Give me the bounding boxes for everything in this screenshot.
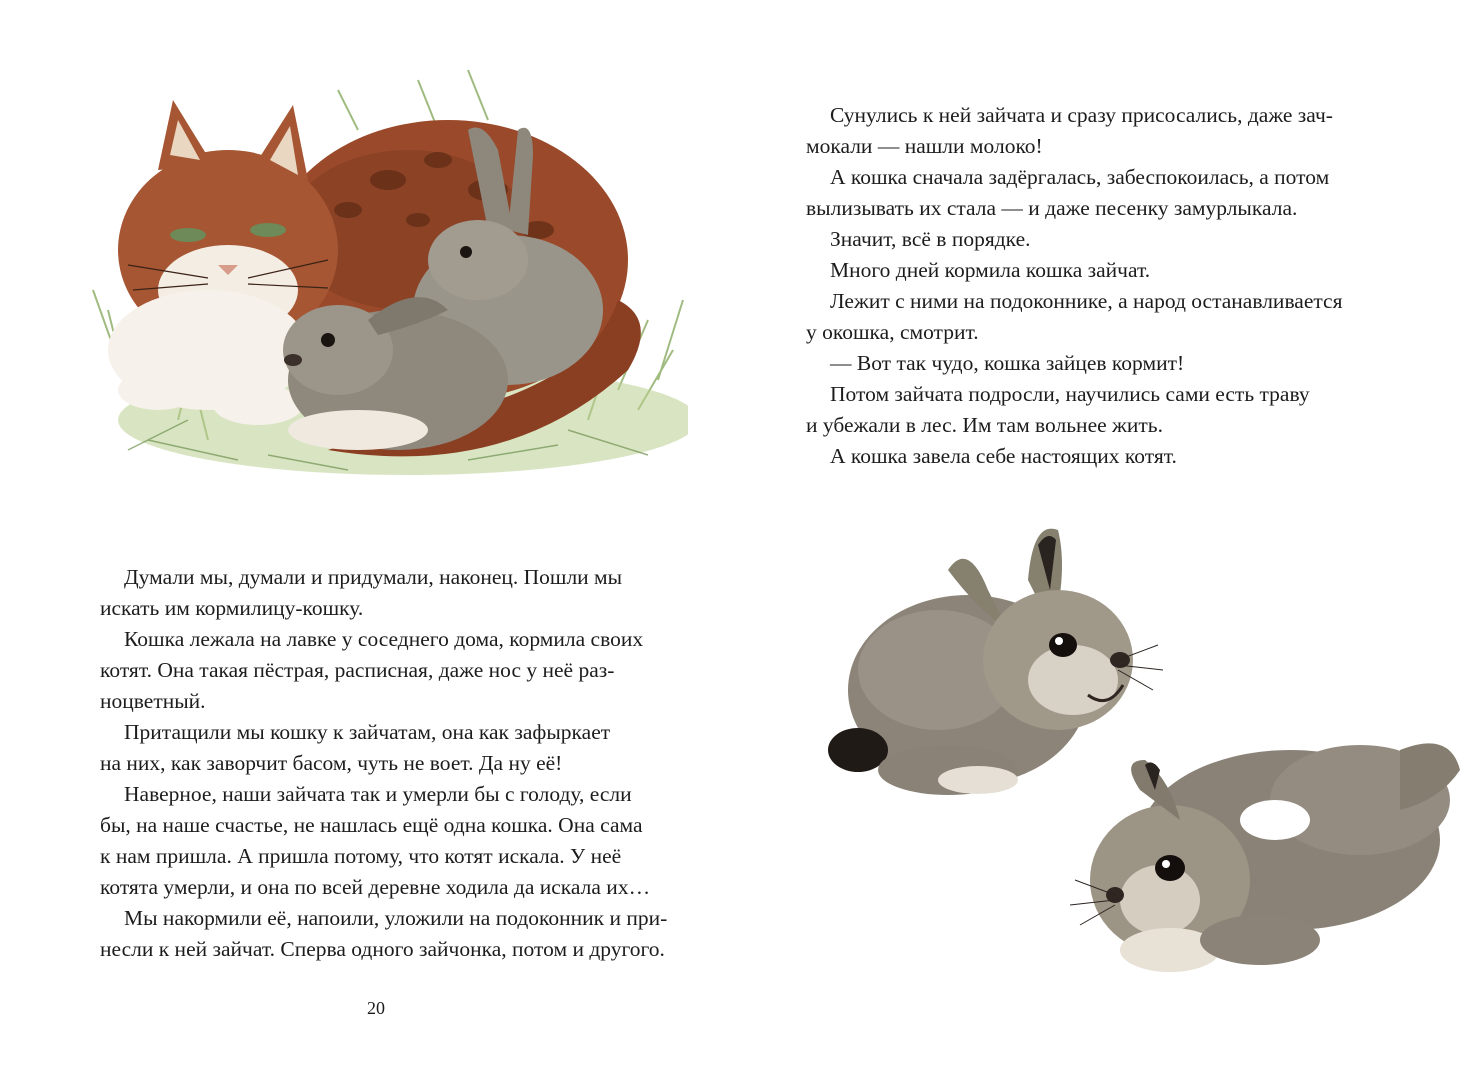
text-line: Много дней кормила кошка зайчат. (830, 258, 1151, 282)
left-text-column (100, 562, 672, 965)
cat-with-hares-illustration (88, 60, 688, 510)
text-line: у окошка, смотрит. (806, 320, 979, 344)
text-line: А кошка сначала задёргалась, забеспокоилась, а потом (830, 165, 1330, 189)
text-line: Притащили мы кошку к зайчатам, она как зафыркает (124, 720, 611, 744)
text-line: мокали — нашли молоко! (806, 134, 1043, 158)
text-line: котята умерли, и она по всей деревне ходила да искала их… (100, 875, 651, 899)
text-line: к нам пришла. А пришла потому, что котят искала. У неё (100, 844, 622, 868)
text-line: Кошка лежала на лавке у соседнего дома, кормила своих (124, 627, 644, 651)
paragraph (806, 379, 1372, 441)
paragraph (806, 162, 1372, 224)
paragraph (806, 286, 1372, 348)
text-line: Наверное, наши зайчата так и умерли бы с голоду, если (124, 782, 632, 806)
hare-lying-icon (1060, 720, 1480, 1000)
text-line: Значит, всё в порядке. (830, 227, 1031, 251)
text-line: на них, как заворчит басом, чуть не воет. Да ну её! (100, 751, 563, 775)
paragraph (100, 717, 672, 779)
paragraph (806, 255, 1372, 286)
text-line: и убежали в лес. Им там вольнее жить. (806, 413, 1163, 437)
page-number-text: 20 (367, 998, 385, 1018)
text-line: ноцветный. (100, 689, 206, 713)
text-line: — Вот так чудо, кошка зайцев кормит! (830, 351, 1185, 375)
text-line: бы, на наше счастье, не нашлась ещё одна кошка. Она сама (100, 813, 643, 837)
right-text-column (806, 100, 1372, 472)
cat-with-hares-icon (88, 60, 688, 510)
page-number (0, 998, 740, 1019)
paragraph (100, 562, 672, 624)
text-line: искать им кормилицу-кошку. (100, 596, 364, 620)
text-line: вылизывать их стала — и даже песенку замурлыкала. (806, 196, 1298, 220)
paragraph (100, 779, 672, 903)
paragraph (806, 100, 1372, 162)
paragraph (100, 903, 672, 965)
paragraph (806, 224, 1372, 255)
text-line: А кошка завела себе настоящих котят. (830, 444, 1177, 468)
text-line: несли к ней зайчат. Сперва одного зайчонка, потом и другого. (100, 937, 665, 961)
text-line: Мы накормили её, напоили, уложили на подоконник и при- (124, 906, 668, 930)
hare-lying-illustration (1060, 720, 1480, 1000)
right-page (740, 0, 1480, 1080)
text-line: Думали мы, думали и придумали, наконец. Пошли мы (124, 565, 623, 589)
text-line: котят. Она такая пёстрая, расписная, даже нос у неё раз- (100, 658, 615, 682)
text-line: Лежит с ними на подоконнике, а народ останавливается (830, 289, 1343, 313)
paragraph (806, 348, 1372, 379)
paragraph (806, 441, 1372, 472)
text-line: Сунулись к ней зайчата и сразу присосались, даже зач- (830, 103, 1333, 127)
text-line: Потом зайчата подросли, научились сами есть траву (830, 382, 1310, 406)
paragraph (100, 624, 672, 717)
